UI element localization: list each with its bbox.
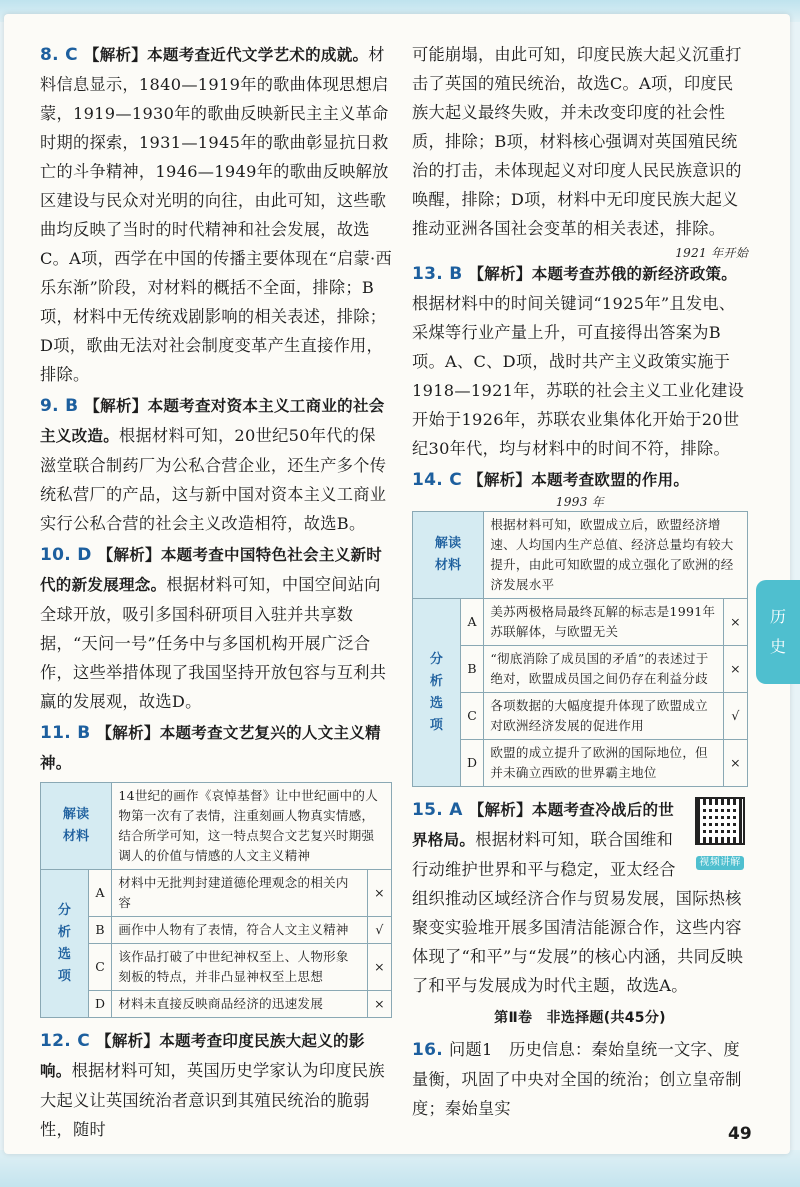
- option-mark: √: [724, 693, 748, 740]
- option-key: B: [461, 646, 484, 693]
- question-number: 12. C: [40, 1031, 91, 1051]
- option-text: 该作品打破了中世纪神权至上、人物形象刻板的特点，并非凸显神权至上思想: [112, 944, 368, 991]
- question-number: 10. D: [40, 545, 92, 565]
- analysis-body: 材料信息显示，1840—1919年的歌曲体现思想启蒙，1919—1930年的歌曲反映新民主主义革命时期的探索，1931—1945年的歌曲彰显抗日救亡的斗争精神，1946—1949年的歌曲反映解放区建设与民众对光明的向往，由此可知，这些歌曲均反映了当时的时代精神和社会发展，故选C。A项，西学在中国的传播主要体现在“启蒙·西乐东渐”阶段，对材料的概括不全面，排除；B项，材料中无传统戏剧影响的相关表述，排除；D项，歌曲无法对社会制度变革产生直接作用，排除。: [40, 45, 392, 384]
- option-text: 各项数据的大幅度提升体现了欧盟成立对欧洲经济发展的促进作用: [484, 693, 724, 740]
- video-qr-code[interactable]: [692, 797, 748, 868]
- option-mark: ×: [368, 991, 392, 1018]
- analysis-heading: 【解析】本题考查文艺复兴的人文主义精神。: [40, 724, 381, 772]
- option-text: 美苏两极格局最终瓦解的标志是1991年苏联解体，与欧盟无关: [484, 599, 724, 646]
- table-row: [413, 740, 748, 787]
- analysis-body-part: 根据材料可知，英国历史学家认为印度民族大起义让英国统治者意识到其殖民统治的脆弱性，随时: [40, 1061, 385, 1139]
- question-number: 15. A: [412, 800, 463, 820]
- question-9: [40, 391, 392, 538]
- subject-tab: [756, 580, 800, 684]
- qr-code-icon: [695, 797, 745, 845]
- read-material-label: 解读 材料: [413, 512, 484, 599]
- option-mark: ×: [368, 870, 392, 917]
- analysis-heading: 【解析】本题考查冷战后的世界格局。: [412, 801, 675, 849]
- subject-tab-char: 史: [769, 637, 786, 656]
- option-text: 画作中人物有了表情，符合人文主义精神: [112, 917, 368, 944]
- option-mark: ×: [724, 740, 748, 787]
- option-key: A: [89, 870, 112, 917]
- analysis-heading: 【解析】本题考查对资本主义工商业的社会主义改造。: [40, 397, 385, 445]
- analysis-body: 根据材料可知，20世纪50年代的保滋堂联合制药厂为公私合营企业，还生产多个传统私营厂的产品，这与新中国对资本主义工商业实行公私合营的社会主义改造相符，故选B。: [40, 426, 387, 533]
- option-key: C: [461, 693, 484, 740]
- analysis-table: [412, 511, 748, 787]
- question-10: [40, 540, 392, 716]
- analysis-heading: 【解析】本题考查欧盟的作用。: [468, 471, 690, 489]
- analysis-heading: 【解析】本题考查近代文学艺术的成就。: [83, 46, 369, 64]
- handwritten-note: 1993 年: [555, 495, 605, 509]
- question-number: 8. C: [40, 45, 78, 65]
- handwritten-note: 1921 年开始: [675, 246, 748, 260]
- option-key: D: [89, 991, 112, 1018]
- right-column: [412, 40, 748, 1125]
- option-key: C: [89, 944, 112, 991]
- option-mark: √: [368, 917, 392, 944]
- question-12: [40, 1026, 392, 1144]
- question-number: 14. C: [412, 470, 463, 490]
- option-mark: ×: [368, 944, 392, 991]
- table-row: [413, 693, 748, 740]
- option-mark: ×: [724, 646, 748, 693]
- table-row: [413, 646, 748, 693]
- option-text: 欧盟的成立提升了欧洲的国际地位，但并未确立西欧的世界霸主地位: [484, 740, 724, 787]
- analysis-body: 根据材料可知，联合国维和行动维护世界和平与稳定，亚太经合组织推动区域经济合作与贸易发展，国际热核聚变实验堆开展多国清洁能源合作，这些内容体现了“和平”与“发展”的核心内涵，共同反映了和平与发展成为时代主题，故选A。: [412, 830, 744, 995]
- table-row: [41, 783, 392, 870]
- question-12-continued: [412, 40, 748, 243]
- option-analysis-label: 分 析 选 项: [413, 599, 461, 787]
- table-row: [41, 870, 392, 917]
- section-title: 第Ⅱ卷 非选择题(共45分): [494, 1010, 666, 1026]
- question-11: [40, 718, 392, 1018]
- bottom-band: [0, 1150, 800, 1187]
- read-material-text: 14世纪的画作《哀悼基督》让中世纪画中的人物第一次有了表情，注重刻画人物真实情感，结合所学可知，这一特点契合文艺复兴时期强调人的价值与情感的人文主义精神: [112, 783, 392, 870]
- question-14: [412, 465, 748, 787]
- answer-body: 问题1 历史信息：秦始皇统一文字、度量衡，巩固了中央对全国的统治；创立皇帝制度；秦始皇实: [412, 1040, 742, 1118]
- video-explain-label: 视频讲解: [696, 856, 743, 870]
- table-row: [41, 944, 392, 991]
- analysis-table: [40, 782, 392, 1018]
- question-number: 9. B: [40, 396, 79, 416]
- question-13: [412, 245, 748, 463]
- table-row: [41, 991, 392, 1018]
- option-key: A: [461, 599, 484, 646]
- table-row: [413, 512, 748, 599]
- question-8: [40, 40, 392, 389]
- table-row: [41, 917, 392, 944]
- read-material-text: 根据材料可知，欧盟成立后，欧盟经济增速、人均国内生产总值、经济总量均有较大提升，由此可知欧盟的成立强化了欧洲的经济发展水平: [484, 512, 748, 599]
- question-number: 13. B: [412, 264, 463, 284]
- option-mark: ×: [724, 599, 748, 646]
- question-number: 16.: [412, 1040, 444, 1060]
- read-material-label: 解读 材料: [41, 783, 112, 870]
- table-row: [413, 599, 748, 646]
- option-key: D: [461, 740, 484, 787]
- option-text: “彻底消除了成员国的矛盾”的表述过于绝对，欧盟成员国之间仍存在利益分歧: [484, 646, 724, 693]
- analysis-heading: 【解析】本题考查苏俄的新经济政策。: [468, 265, 738, 283]
- analysis-body-part: 可能崩塌，由此可知，印度民族大起义沉重打击了英国的殖民统治，故选C。A项，印度民族大起义最终失败，并未改变印度的社会性质，排除；B项，材料核心强调对英国殖民统治的打击，未体现起义对印度人民民族意识的唤醒，排除；D项，材料中无印度民族大起义推动亚洲各国社会变革的相关表述，排除。: [412, 45, 742, 238]
- option-text: 材料未直接反映商品经济的迅速发展: [112, 991, 368, 1018]
- option-text: 材料中无批判封建道德伦理观念的相关内容: [112, 870, 368, 917]
- left-column: [40, 40, 392, 1146]
- analysis-heading: 【解析】本题考查中国特色社会主义新时代的新发展理念。: [40, 546, 383, 594]
- question-15: [412, 795, 748, 1000]
- question-number: 11. B: [40, 723, 91, 743]
- page-number: 49: [728, 1124, 752, 1144]
- option-analysis-label: 分 析 选 项: [41, 870, 89, 1018]
- question-16: [412, 1035, 748, 1123]
- analysis-heading: 【解析】本题考查印度民族大起义的影响。: [40, 1032, 365, 1080]
- analysis-body: 根据材料中的时间关键词“1925年”且发电、采煤等行业产量上升，可直接得出答案为B项。A、C、D项，战时共产主义政策实施于1918—1921年，苏联的社会主义工业化建设开始于1926年，苏联农业集体化开始于20世纪30年代，均与材料中的时间不符，排除。: [412, 294, 745, 458]
- option-key: B: [89, 917, 112, 944]
- subject-tab-char: 历: [769, 607, 786, 626]
- analysis-body: 根据材料可知，中国空间站向全球开放，吸引多国科研项目入驻并共享数据，“天问一号”任务中与多国机构开展广泛合作，这些举措体现了我国坚持开放包容与互利共赢的发展观，故选D。: [40, 575, 387, 711]
